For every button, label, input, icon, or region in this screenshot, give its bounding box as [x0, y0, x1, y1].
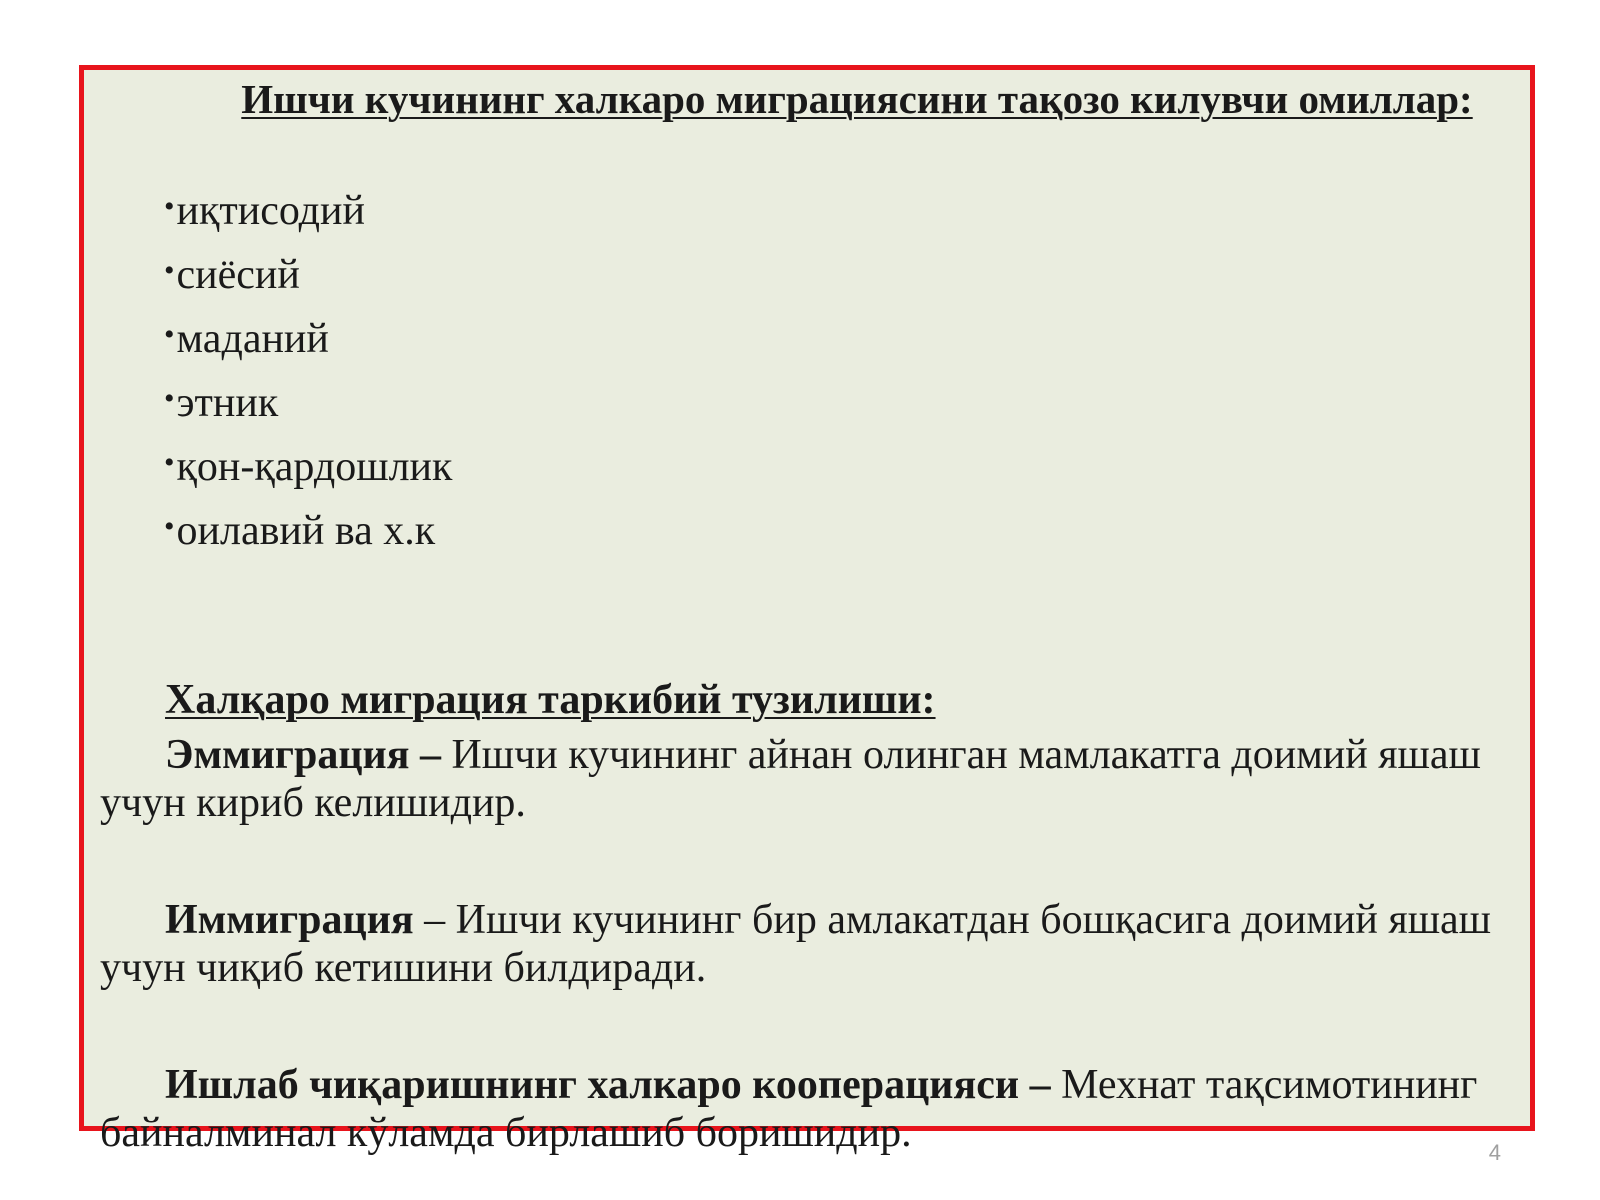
definition-term: Ишлаб чиқаришнинг халкаро кооперацияси – — [165, 1062, 1062, 1108]
definition-text: Мехнат тақсимотининг байналминал кўламда бирлашиб боришидир. — [100, 1062, 1478, 1156]
list-item — [164, 497, 452, 561]
list-item — [164, 177, 452, 241]
definition-text: Ишчи кучининг айнан олинган мамлакатга доимий яшаш учун кириб келишидир. — [100, 732, 1481, 826]
factor-label: оилавий ва х.к — [176, 508, 436, 554]
factor-label: маданий — [176, 316, 329, 362]
list-item — [164, 241, 452, 305]
bullet-icon: • — [164, 446, 175, 479]
page-number: 4 — [1488, 1140, 1501, 1165]
list-item — [164, 369, 452, 433]
definition-immigration — [100, 896, 1520, 992]
definition-cooperation — [100, 1061, 1520, 1157]
definition-term: Эммиграция – — [165, 732, 452, 778]
bullet-icon: • — [164, 382, 175, 415]
list-item — [164, 433, 452, 497]
content-panel — [79, 65, 1535, 1156]
structure-heading: Халқаро миграция таркибий тузилиши: — [165, 677, 936, 723]
definition-term: Иммиграция — [165, 897, 414, 943]
factor-label: иқтисодий — [176, 188, 365, 234]
list-item — [164, 305, 452, 369]
bullet-icon: • — [164, 318, 175, 351]
factor-label: сиёсий — [176, 252, 300, 298]
factors-list — [164, 177, 452, 561]
factor-label: этник — [176, 380, 279, 426]
definition-text: – Ишчи кучининг бир амлакатдан бошқасига доимий яшаш учун чиқиб кетишини билдиради. — [100, 897, 1492, 991]
bullet-icon: • — [164, 510, 175, 543]
bullet-icon: • — [164, 190, 175, 223]
slide-title: Ишчи кучининг халкаро миграциясини тақозо килувчи омиллар: — [241, 76, 1473, 122]
definition-emigration — [100, 731, 1520, 827]
factor-label: қон-қардошлик — [176, 444, 453, 490]
bullet-icon: • — [164, 254, 175, 287]
